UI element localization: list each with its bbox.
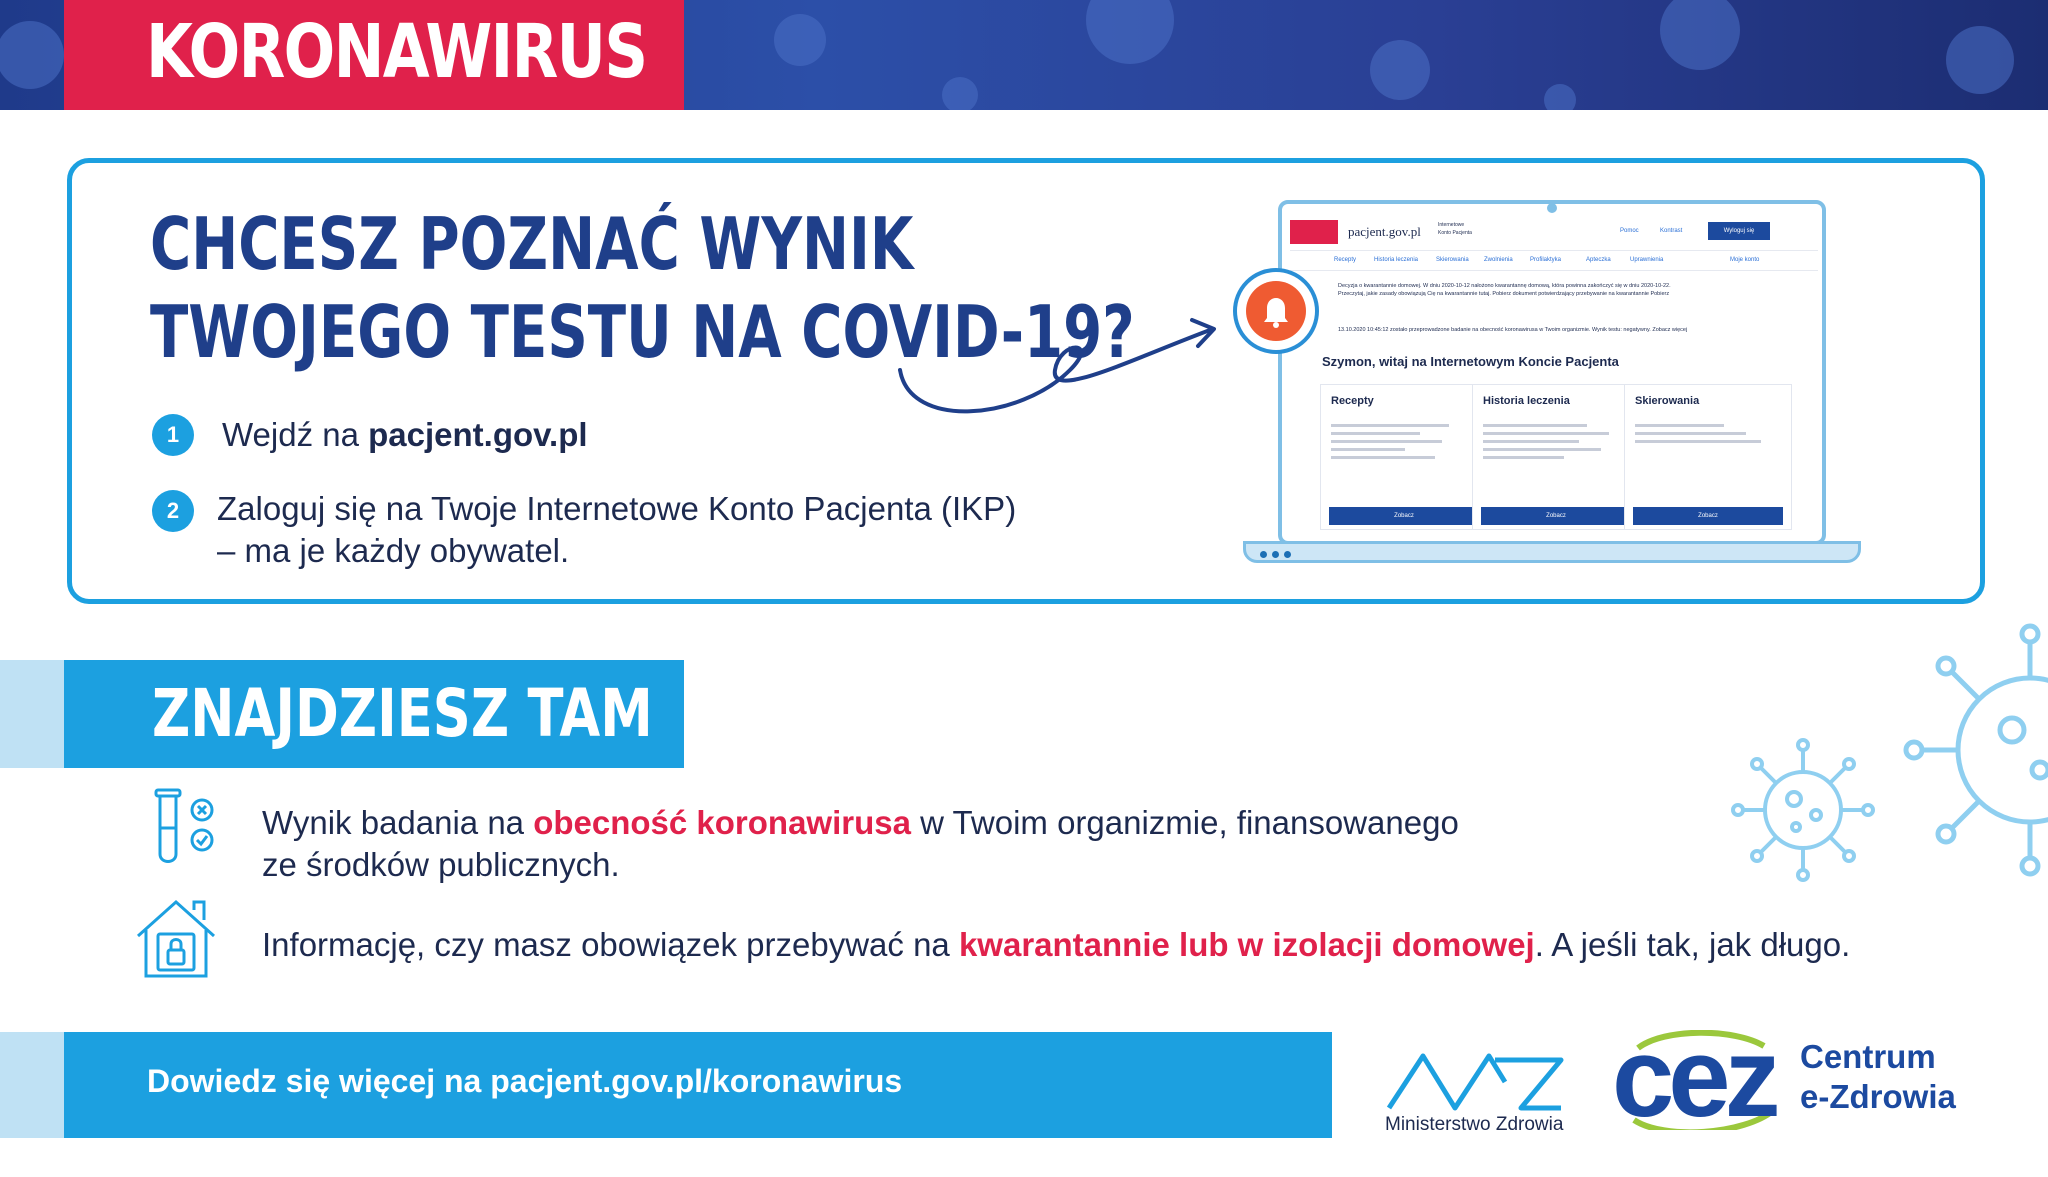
mini-card-title: Historia leczenia [1483, 395, 1570, 407]
section-strip [0, 660, 64, 768]
notice-1b: Przeczytaj, jakie zasady obowiązują Cię na kwarantannie tutaj. Pobierz dokument potwierdzający przebywanie na kwarantannie Pobierz [1338, 291, 1670, 297]
nav-zwolnienia[interactable]: Zwolnienia [1484, 257, 1513, 263]
item-1-line-2: ze środków publicznych. [262, 846, 620, 883]
laptop-camera [1547, 203, 1557, 213]
test-tube-icon [148, 788, 220, 868]
mini-card-historia[interactable] [1472, 384, 1640, 530]
mini-card-button[interactable]: Zobacz [1329, 507, 1479, 525]
cez-word-1: Centrum [1800, 1038, 1936, 1075]
contrast-link[interactable]: Kontrast [1660, 228, 1683, 234]
mini-card-skierowania[interactable] [1624, 384, 1792, 530]
step-1-number: 1 [152, 414, 194, 456]
nav-profilaktyka[interactable]: Profilaktyka [1530, 257, 1562, 263]
logout-button[interactable]: Wyloguj się [1708, 222, 1770, 240]
mini-card-lines [1483, 419, 1631, 464]
question-line-1: CHCESZ POZNAĆ WYNIK [150, 202, 914, 286]
ministry-logo-icon [1385, 1046, 1565, 1112]
nav-apteczka[interactable]: Apteczka [1586, 257, 1611, 263]
nav-recepty[interactable]: Recepty [1334, 257, 1357, 263]
mini-card-button[interactable]: Zobacz [1481, 507, 1631, 525]
step-1-text [222, 414, 588, 456]
footer-link[interactable]: Dowiedz się więcej na pacjent.gov.pl/koronawirus [147, 1063, 903, 1099]
item-2-text [262, 924, 1850, 966]
virus-icon [1900, 620, 2048, 880]
mini-card-title: Recepty [1331, 395, 1374, 407]
step-2-line-2: – ma je każdy obywatel. [217, 532, 570, 569]
cez-word-2: e-Zdrowia [1800, 1078, 1956, 1115]
notice-1: Decyzja o kwarantannie domowej. W dniu 2020-10-12 nałożono kwarantannę domową, która powinna zakończyć się w dniu 2020-10-22. [1338, 283, 1671, 289]
site-sub-1: Internetowe [1438, 222, 1465, 228]
item-1-suffix: w Twoim organizmie, finansowanego [910, 804, 1459, 841]
site-header [1290, 220, 1818, 251]
nav-account[interactable]: Moje konto [1730, 257, 1760, 263]
mini-card-button[interactable]: Zobacz [1633, 507, 1783, 525]
virus-icon [1728, 735, 1878, 885]
quarantine-notice [1338, 282, 1778, 298]
site-logo-icon [1290, 220, 1338, 244]
welcome-text: Szymon, witaj na Internetowym Koncie Pacjenta [1322, 354, 1619, 369]
footer-strip [0, 1032, 64, 1138]
mini-card-lines [1331, 419, 1479, 464]
laptop-screen [1278, 200, 1826, 545]
question-line-2: TWOJEGO TESTU NA COVID-19? [150, 290, 1135, 374]
step-2-text [217, 488, 1016, 572]
nav-skierowania[interactable]: Skierowania [1436, 257, 1469, 263]
nav-uprawnienia[interactable]: Uprawnienia [1630, 257, 1664, 263]
step-2-line-1: Zaloguj się na Twoje Internetowe Konto Pacjenta (IKP) [217, 490, 1017, 527]
item-2-suffix: . A jeśli tak, jak długo. [1534, 926, 1851, 963]
step-2-number: 2 [152, 490, 194, 532]
mini-card-recepty[interactable] [1320, 384, 1488, 530]
item-1-line-1 [262, 802, 1459, 844]
nav-historia[interactable]: Historia leczenia [1374, 257, 1419, 263]
bell-circle [1233, 268, 1319, 354]
site-name: pacjent.gov.pl [1348, 224, 1421, 239]
item-1-highlight: obecność koronawirusa [533, 804, 911, 841]
section-title: ZNAJDZIESZ TAM [152, 675, 653, 752]
item-2-highlight: kwarantannie lub w izolacji domowej [958, 926, 1535, 963]
site-sub-2: Konto Pacjenta [1438, 230, 1472, 236]
step-1-prefix: Wejdź na [222, 416, 369, 453]
banner-title: KORONAWIRUS [146, 9, 647, 95]
item-1-text [262, 802, 1459, 886]
help-link[interactable]: Pomoc [1620, 228, 1639, 234]
arrow-icon [890, 300, 1230, 430]
laptop-dot [1272, 551, 1279, 558]
test-result-notice: 13.10.2020 10:45:12 zostało przeprowadzone badanie na obecność koronawirusa w Twoim organizmie. Wynik testu: negatywny. Zobacz więcej [1338, 327, 1688, 333]
mini-card-title: Skierowania [1635, 395, 1700, 407]
cez-logo-letters: cez [1612, 1015, 1775, 1140]
site-nav [1290, 254, 1818, 271]
house-lock-icon [134, 896, 218, 980]
laptop-dot [1284, 551, 1291, 558]
item-2-prefix: Informację, czy masz obowiązek przebywać na [262, 926, 959, 963]
ministry-caption: Ministerstwo Zdrowia [1385, 1114, 1564, 1135]
laptop-base [1243, 541, 1861, 563]
mini-card-lines [1635, 419, 1783, 448]
laptop-dot [1260, 551, 1267, 558]
step-1-link[interactable]: pacjent.gov.pl [368, 416, 588, 453]
item-1-prefix: Wynik badania na [262, 804, 534, 841]
bell-icon [1237, 272, 1315, 350]
